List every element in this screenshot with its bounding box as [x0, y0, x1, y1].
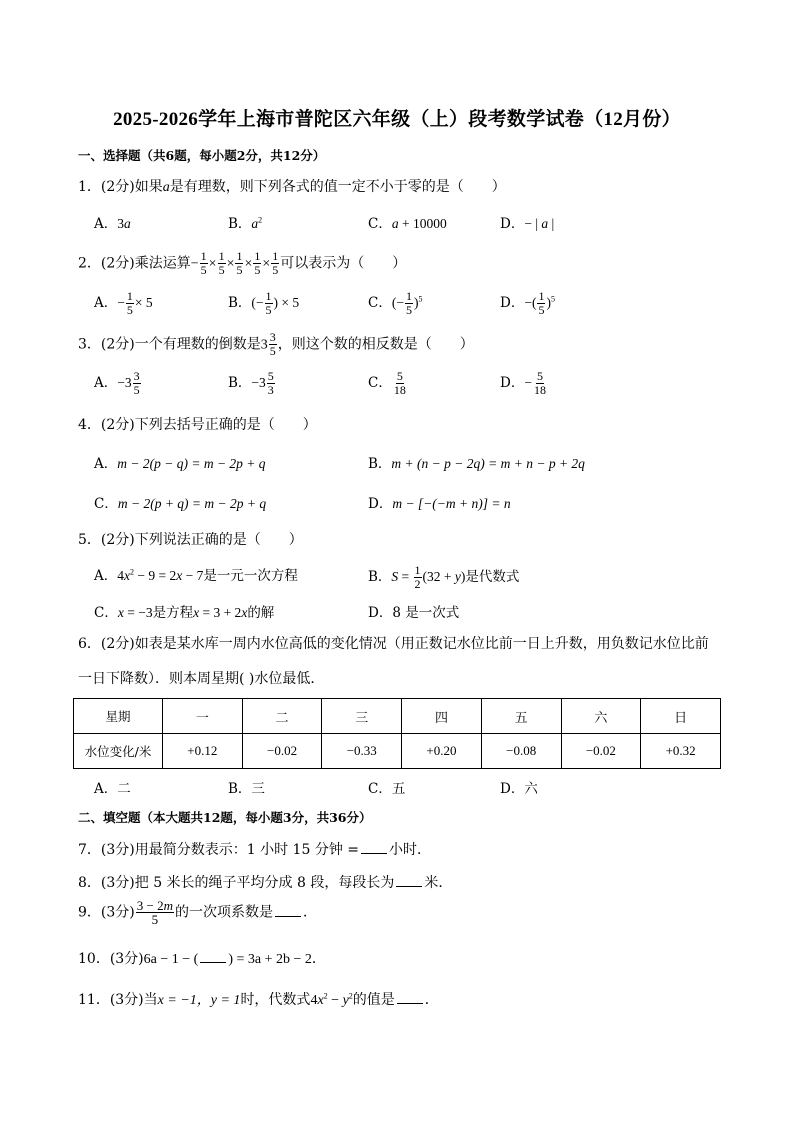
- table-cell: +0.12: [163, 734, 243, 769]
- question-number: 3．(2分): [78, 336, 135, 353]
- option-d: D．m − [−(−m + n)] = n: [368, 496, 511, 512]
- option-a: A．−3 $\frac{3}{5}$: [94, 369, 140, 397]
- question-1: 1．(2分)如果a是有理数，则下列各式的值一定不小于零的是（ ）: [78, 179, 506, 195]
- question-3: 3．(2分)一个有理数的倒数是3 $\frac{3}{5}$ ，则这个数的相反数是（ ）: [78, 330, 474, 358]
- question-6: 6．(2分)如表是某水库一周内水位高低的变化情况（用正数记水位比前一日上升数，用负数记水位比前: [78, 636, 709, 652]
- option-d: D．六: [500, 781, 538, 797]
- table-cell: −0.02: [561, 734, 641, 769]
- question-2: 2．(2分)乘法运算− $\frac{1}{5}$ × $\frac{1}{5}$ × $\frac{1}{5}$ × $\frac{1}{5}$ × $\frac{1}{5}$ 可以表示为（ ）: [78, 249, 407, 277]
- table-row: [74, 734, 721, 769]
- option-b: B．S = $\frac{1}{2}$ (32 + y)是代数式: [368, 563, 520, 591]
- section-heading-fill-in: 二、填空题（本大题共12题，每小题3分，共36分）: [78, 810, 372, 825]
- question-number: 2．(2分): [78, 255, 135, 272]
- option-b: B．三: [228, 781, 265, 797]
- question-number: 10．(3分): [78, 951, 144, 967]
- option-b: B．$a^2$: [228, 215, 263, 232]
- option-d: D．− | a |: [500, 216, 555, 232]
- question-5: 5．(2分)下列说法正确的是（ ）: [78, 532, 303, 548]
- option-c: C．(− $\frac{1}{5}$ )$^5$: [368, 289, 423, 317]
- option-d: D．8 是一次式: [368, 605, 460, 621]
- option-a: A．$4x^2 - 9 = 2x - 7$是一元一次方程: [94, 567, 298, 584]
- table-cell: 水位变化/米: [74, 734, 163, 769]
- question-number: 5．(2分): [78, 532, 135, 548]
- table-cell: −0.08: [481, 734, 561, 769]
- option-b: B．m + (n − p − 2q) = m + n − p + 2q: [368, 456, 585, 472]
- option-a: A．二: [94, 781, 131, 797]
- question-number: 4．(2分): [78, 417, 135, 433]
- question-number: 8．(3分): [78, 875, 135, 891]
- table-cell: 日: [641, 699, 721, 734]
- answer-blank[interactable]: [397, 991, 423, 1004]
- answer-blank[interactable]: [361, 841, 387, 854]
- table-cell: 三: [322, 699, 402, 734]
- answer-blank[interactable]: [275, 904, 301, 917]
- question-8: 8．(3分)把 5 米长的绳子平均分成 8 段，每段长为 米．: [78, 875, 453, 891]
- question-10: 10．(3分)6a − 1 − ( ) = 3a + 2b − 2．: [78, 951, 326, 967]
- section-heading-choice: 一、选择题（共6题，每小题2分，共12分）: [78, 148, 326, 163]
- question-number: 7．(3分): [78, 842, 135, 858]
- question-number: 11．(3分): [78, 992, 144, 1008]
- table-cell: −0.02: [242, 734, 322, 769]
- answer-blank[interactable]: [200, 950, 226, 963]
- table-cell: 一: [163, 699, 243, 734]
- table-cell: −0.33: [322, 734, 402, 769]
- question-9: 9．(3分) $\frac{3 - 2m}{5}$ 的一次项系数是 ．: [78, 898, 317, 927]
- question-number: 9．(3分): [78, 904, 135, 921]
- table-cell: 六: [561, 699, 641, 734]
- page-title: 2025-2026学年上海市普陀区六年级（上）段考数学试卷（12月份）: [113, 109, 681, 130]
- table-cell: 星期: [74, 699, 163, 734]
- question-11: 11．(3分)当x = −1，y = 1时，代数式$4x^2 - y^2$的值是 ．: [78, 991, 439, 1008]
- table-header-row: [74, 699, 721, 734]
- question-number: 6．(2分): [78, 636, 135, 652]
- table-cell: 四: [402, 699, 482, 734]
- option-c: C． $\frac{5}{18}$: [368, 369, 406, 397]
- option-c: C．五: [368, 781, 406, 797]
- question-6-line-2: 一日下降数）．则本周星期( )水位最低．: [78, 671, 325, 687]
- option-c: C．x = −3是方程x = 3 + 2x的解: [94, 605, 275, 621]
- option-a: A．− $\frac{1}{5}$ × 5: [94, 289, 153, 317]
- option-b: B．−3 $\frac{5}{3}$: [228, 369, 274, 397]
- answer-blank[interactable]: [396, 874, 422, 887]
- option-a: A．m − 2(p − q) = m − 2p + q: [94, 456, 266, 472]
- table-cell: +0.32: [641, 734, 721, 769]
- option-d: D．− $\frac{5}{18}$: [500, 369, 546, 397]
- table-cell: +0.20: [402, 734, 482, 769]
- table-cell: 五: [481, 699, 561, 734]
- question-number: 1．(2分): [78, 179, 135, 195]
- table-cell: 二: [242, 699, 322, 734]
- question-4: 4．(2分)下列去括号正确的是（ ）: [78, 417, 317, 433]
- option-a: A．3a: [94, 216, 131, 232]
- option-b: B．(− $\frac{1}{5}$ ) × 5: [228, 289, 300, 317]
- option-c: C．m − 2(p + q) = m − 2p + q: [94, 496, 267, 512]
- option-d: D．−( $\frac{1}{5}$ )$^5$: [500, 289, 555, 317]
- water-level-table: [73, 698, 721, 769]
- question-7: 7．(3分)用最简分数表示：1 小时 15 分钟 = 小时．: [78, 842, 432, 858]
- option-c: C．a + 10000: [368, 216, 447, 232]
